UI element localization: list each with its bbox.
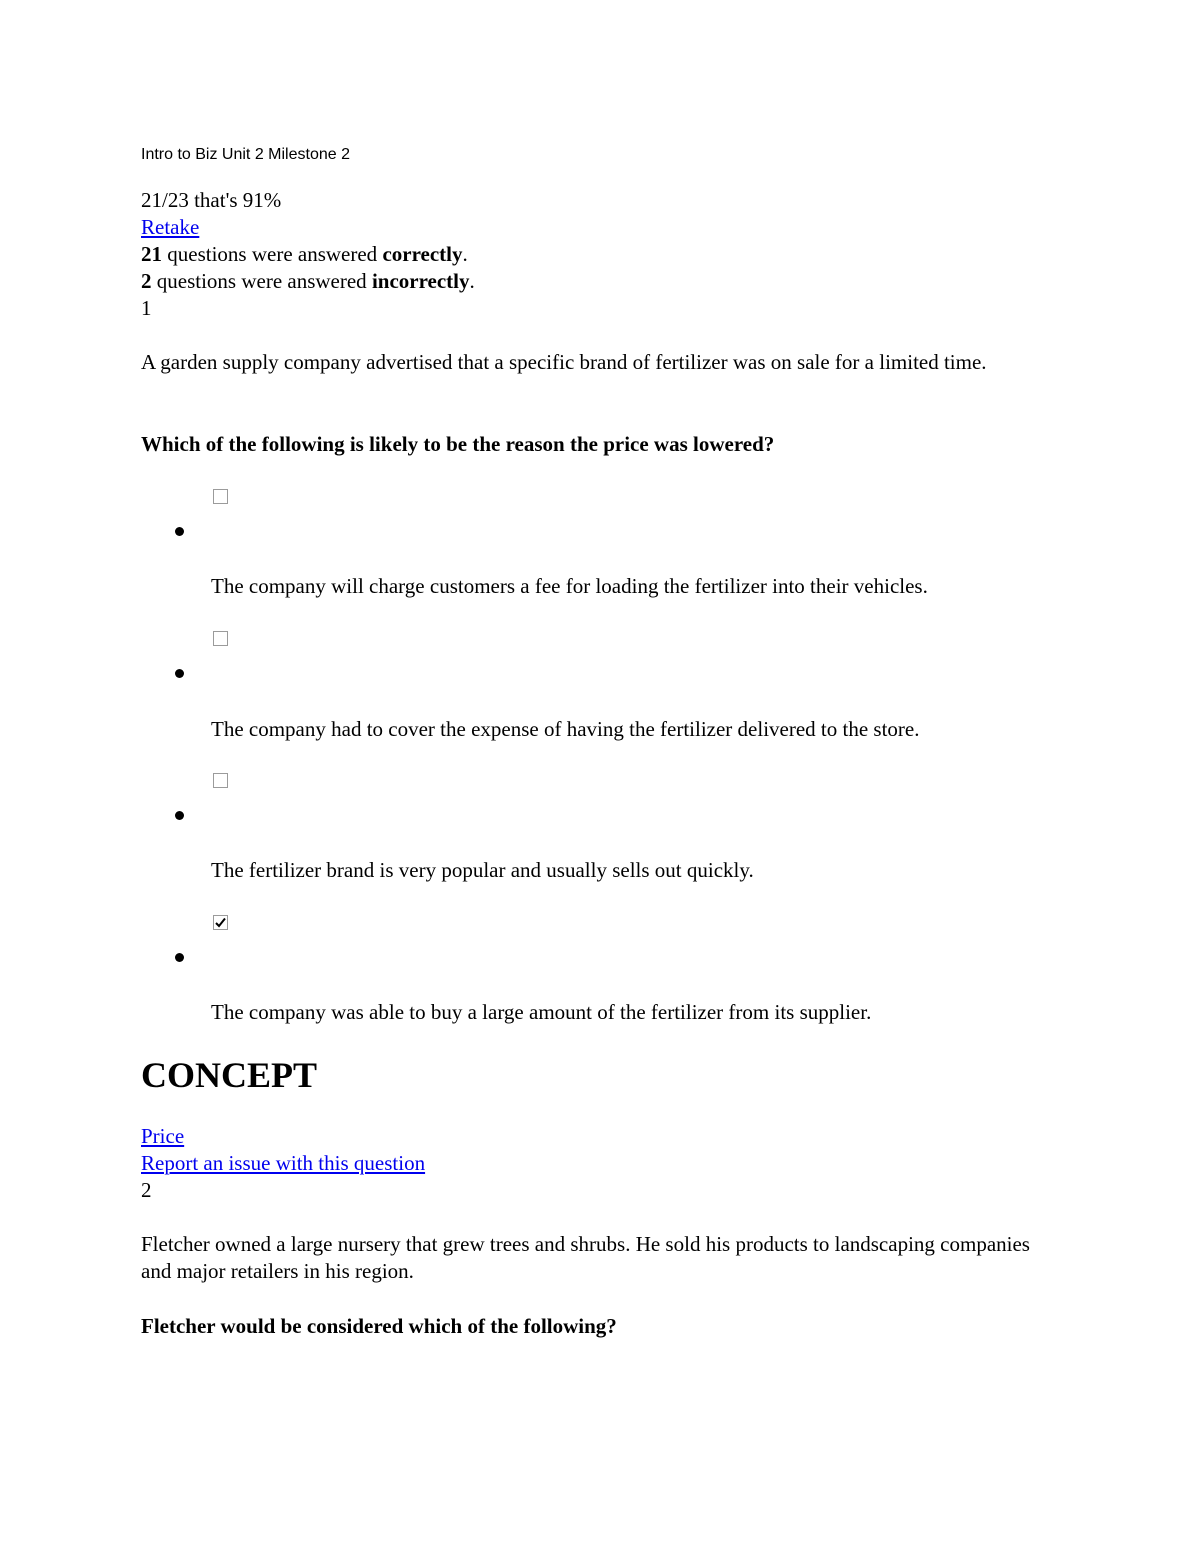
correct-count: 21 [141,242,162,266]
answer-checkbox[interactable] [213,489,228,504]
question-text: Fletcher would be considered which of the following? [141,1314,617,1338]
retake-link[interactable]: Retake [141,215,200,239]
question-text: Which of the following is likely to be the reason the price was lowered? [141,432,775,456]
question-prompt: Fletcher owned a large nursery that grew trees and shrubs. He sold his products to landscaping companies and major retailers in his region. [141,1232,1030,1283]
checkmark-icon [214,916,227,929]
score-text: 21/23 that's 91% [141,188,282,212]
bullet-icon [175,953,184,962]
answer-checkbox[interactable] [213,631,228,646]
incorrect-text: questions were answered [151,269,372,293]
correct-summary [141,241,468,268]
concept-link[interactable]: Price [141,1124,185,1148]
bullet-icon [175,527,184,536]
bullet-icon [175,811,184,820]
question-prompt: A garden supply company advertised that a specific brand of fertilizer was on sale for a limited time. [141,350,987,374]
correct-word: correctly [382,242,463,266]
incorrect-suffix: . [469,269,475,293]
report-link-line [141,1150,425,1177]
concept-heading: CONCEPT [141,1055,318,1095]
incorrect-word: incorrectly [371,269,470,293]
answer-checkbox-checked[interactable] [213,915,228,930]
incorrect-count: 2 [141,269,152,293]
retake-line [141,214,199,241]
correct-suffix: . [462,242,468,266]
report-issue-link[interactable]: Report an issue with this question [141,1151,426,1175]
document-title: Intro to Biz Unit 2 Milestone 2 [141,146,350,163]
correct-text: questions were answered [162,242,383,266]
concept-link-line [141,1123,184,1150]
answer-option: The company will charge customers a fee for loading the fertilizer into their vehicles. [211,574,928,598]
answer-option: The fertilizer brand is very popular and usually sells out quickly. [211,858,754,882]
answer-option: The company had to cover the expense of having the fertilizer delivered to the store. [211,717,920,741]
question-number: 2 [141,1178,152,1202]
bullet-icon [175,669,184,678]
answer-option: The company was able to buy a large amount of the fertilizer from its supplier. [211,1000,872,1024]
incorrect-summary [141,268,475,295]
question-number: 1 [141,296,152,320]
answer-checkbox[interactable] [213,773,228,788]
